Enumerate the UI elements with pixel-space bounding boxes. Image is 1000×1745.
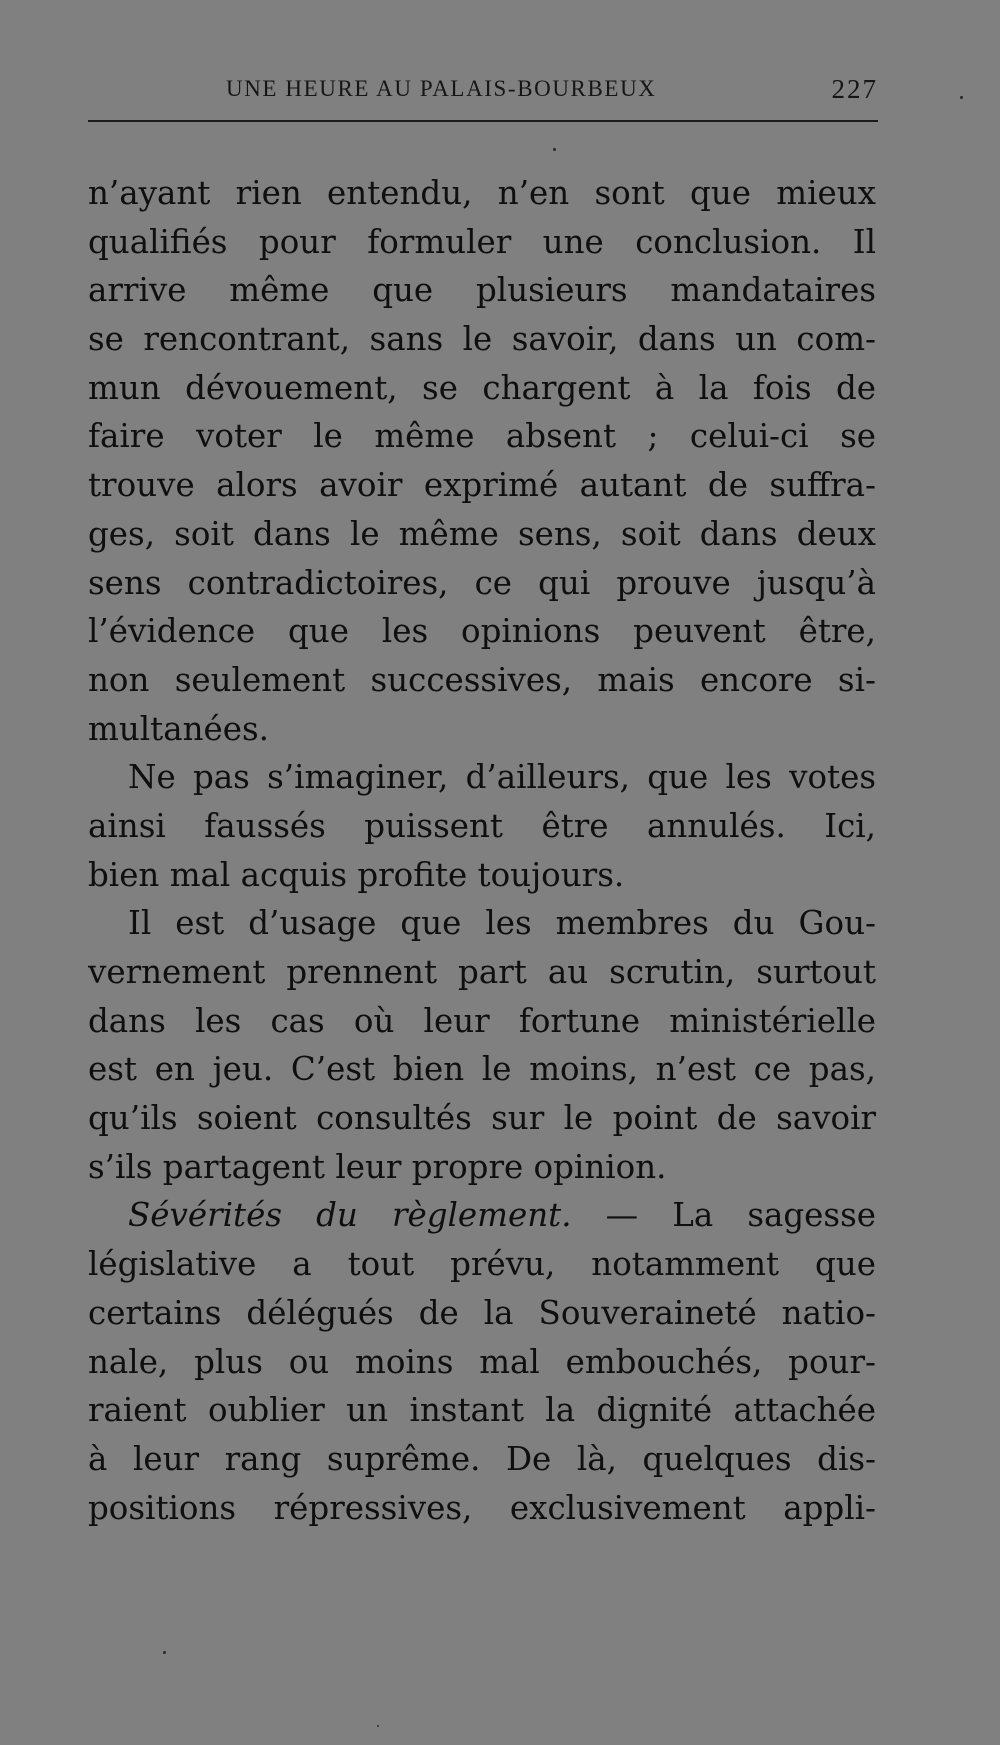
paragraph <box>88 753 876 899</box>
text-line: l’évidence que les opinions peuvent être, <box>88 612 876 651</box>
text-line: est en jeu. C’est bien le moins, n’est ce pas, <box>88 1050 876 1089</box>
scan-speck <box>553 148 556 151</box>
scan-speck <box>377 1725 379 1727</box>
section-heading: Sévérités du règlement. <box>128 1196 572 1235</box>
text-line: s’ils partagent leur propre opinion. <box>88 1147 667 1186</box>
paragraph <box>88 169 876 753</box>
text-line: non seulement successives, mais encore si- <box>88 660 876 699</box>
text-line: nale, plus ou moins mal embouchés, pour- <box>88 1342 876 1381</box>
text-line: législative a tout prévu, notamment que <box>88 1245 876 1284</box>
text-run: — La sagesse <box>571 1196 876 1235</box>
text-line: bien mal acquis profite toujours. <box>88 855 625 894</box>
scan-speck <box>960 96 963 99</box>
paragraph <box>88 899 876 1191</box>
text-line <box>88 1191 876 1240</box>
body-text <box>88 169 876 1532</box>
text-line: vernement prennent part au scrutin, surtout <box>88 953 876 991</box>
text-line: qu’ils soient consultés sur le point de savoir <box>88 1099 876 1138</box>
text-line: sens contradictoires, ce qui prouve jusqu’à <box>88 563 876 602</box>
text-line: arrive même que plusieurs mandataires <box>88 271 876 310</box>
running-title: UNE HEURE AU PALAIS-BOURBEUX <box>226 76 657 101</box>
text-line: n’ayant rien entendu, n’en sont que mieux <box>88 174 876 212</box>
text-line: multanées. <box>88 709 269 748</box>
text-line: Il est d’usage que les membres du Gou- <box>128 904 876 943</box>
text-line: se rencontrant, sans le savoir, dans un com- <box>88 320 876 359</box>
text-line: dans les cas où leur fortune ministérielle <box>88 1001 876 1040</box>
text-line: ainsi faussés puissent être annulés. Ici, <box>88 806 876 845</box>
running-header <box>88 72 878 112</box>
text-line: à leur rang suprême. De là, quelques dis- <box>88 1439 876 1478</box>
page-number: 227 <box>831 74 878 104</box>
text-line: faire voter le même absent ; celui-ci se <box>88 417 876 456</box>
text-line: mun dévouement, se chargent à la fois de <box>88 368 876 407</box>
text-line: Ne pas s’imaginer, d’ailleurs, que les votes <box>128 758 876 797</box>
text-line: raient oublier un instant la dignité attachée <box>88 1391 876 1430</box>
header-rule <box>88 120 878 122</box>
scan-speck <box>163 1651 166 1654</box>
text-line: positions répressives, exclusivement appli- <box>88 1488 876 1527</box>
text-line: qualifiés pour formuler une conclusion. Il <box>88 222 876 261</box>
text-line: trouve alors avoir exprimé autant de suffra- <box>88 466 876 505</box>
text-line: ges, soit dans le même sens, soit dans deux <box>88 514 876 553</box>
text-line: certains délégués de la Souveraineté natio- <box>88 1293 876 1332</box>
paragraph <box>88 1191 876 1532</box>
